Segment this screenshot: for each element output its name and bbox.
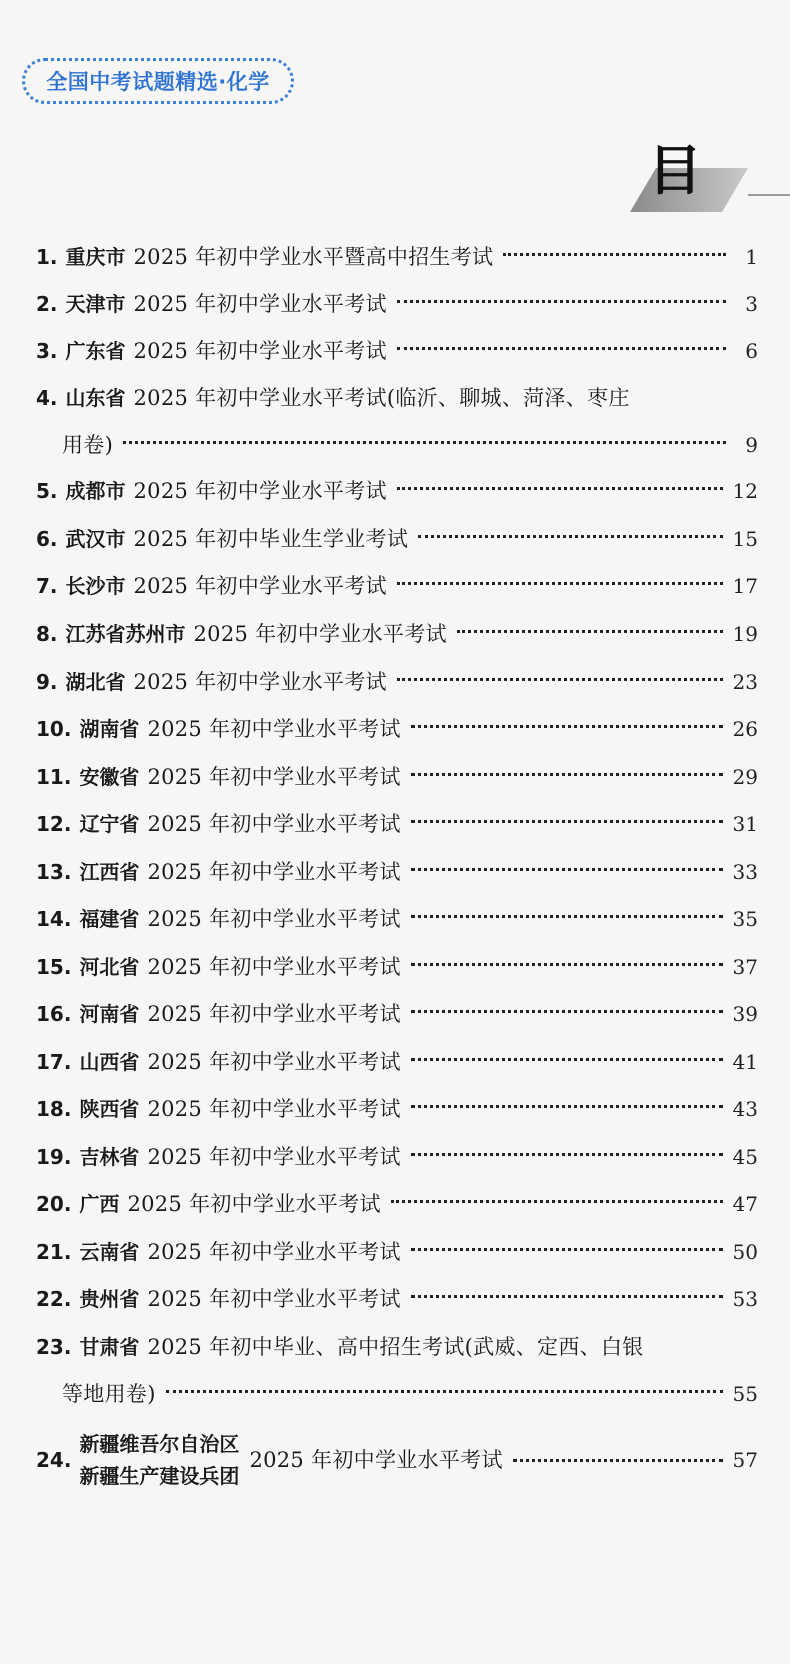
entry-title-continued: 等地用卷) xyxy=(62,1382,156,1406)
heading-rule xyxy=(748,194,790,196)
toc-entry-4[interactable] xyxy=(36,381,758,462)
entry-number: 17. xyxy=(36,1050,72,1074)
entry-place: 成都市 xyxy=(65,479,126,503)
entry-title: 2025 年初中学业水平考试 xyxy=(193,622,447,646)
leader-dots xyxy=(457,630,723,633)
entry-title: 2025 年初中学业水平考试 xyxy=(147,812,401,836)
toc-entry-19[interactable] xyxy=(36,1140,758,1174)
toc-entry-2[interactable] xyxy=(36,287,758,321)
entry-number: 15. xyxy=(36,955,72,979)
toc-heading-char: 目 xyxy=(648,139,702,202)
leader-dots xyxy=(397,678,723,681)
entry-number: 6. xyxy=(36,527,58,551)
entry-number: 5. xyxy=(36,479,58,503)
entry-page: 6 xyxy=(745,339,758,363)
series-badge: 全国中考试题精选·化学 xyxy=(22,58,294,104)
entry-place: 天津市 xyxy=(65,292,126,316)
entry-number: 18. xyxy=(36,1097,72,1121)
entry-number: 2. xyxy=(36,292,58,316)
entry-page: 37 xyxy=(732,955,758,979)
entry-page: 3 xyxy=(745,292,758,316)
entry-number: 24. xyxy=(36,1448,72,1472)
entry-title: 2025 年初中学业水平考试 xyxy=(133,292,387,316)
entry-title: 2025 年初中学业水平考试 xyxy=(133,339,387,363)
entry-number: 23. xyxy=(36,1335,72,1359)
entry-title: 2025 年初中学业水平考试 xyxy=(147,1287,401,1311)
toc-entry-10[interactable] xyxy=(36,712,758,746)
entry-place: 福建省 xyxy=(79,907,140,931)
leader-dots xyxy=(411,915,723,918)
entry-page: 29 xyxy=(732,765,758,789)
toc-heading xyxy=(630,128,790,228)
entry-place: 河南省 xyxy=(79,1002,140,1026)
entry-title: 2025 年初中学业水平考试 xyxy=(147,717,401,741)
leader-dots xyxy=(411,725,723,728)
toc-entry-22[interactable] xyxy=(36,1282,758,1316)
entry-number: 11. xyxy=(36,765,72,789)
leader-dots xyxy=(411,1010,723,1013)
entry-place: 湖南省 xyxy=(79,717,140,741)
entry-page: 26 xyxy=(732,717,758,741)
leader-dots xyxy=(411,820,723,823)
entry-title: 2025 年初中学业水平考试 xyxy=(147,1145,401,1169)
entry-number: 8. xyxy=(36,622,58,646)
entry-title: 2025 年初中学业水平考试 xyxy=(133,479,387,503)
entry-page: 9 xyxy=(745,433,758,457)
entry-page: 41 xyxy=(732,1050,758,1074)
entry-title: 2025 年初中学业水平考试 xyxy=(147,1050,401,1074)
entry-page: 45 xyxy=(732,1145,758,1169)
leader-dots xyxy=(391,1200,723,1203)
entry-page: 15 xyxy=(732,527,758,551)
entry-title: 2025 年初中学业水平考试 xyxy=(133,574,387,598)
entry-place: 江苏省苏州市 xyxy=(65,622,186,646)
entry-title: 2025 年初中学业水平考试 xyxy=(133,670,387,694)
entry-place xyxy=(79,1428,239,1492)
entry-page: 17 xyxy=(732,574,758,598)
leader-dots xyxy=(418,535,722,538)
entry-title: 2025 年初中学业水平考试 xyxy=(147,1240,401,1264)
entry-number: 22. xyxy=(36,1287,72,1311)
entry-place-line-1: 新疆维吾尔自治区 xyxy=(79,1432,240,1456)
toc-entry-6[interactable] xyxy=(36,522,758,556)
entry-number: 9. xyxy=(36,670,58,694)
entry-place: 山东省 xyxy=(65,386,126,410)
entry-number: 14. xyxy=(36,907,72,931)
entry-place: 河北省 xyxy=(79,955,140,979)
entry-number: 21. xyxy=(36,1240,72,1264)
entry-place: 云南省 xyxy=(79,1240,140,1264)
entry-page: 57 xyxy=(732,1448,758,1472)
entry-title: 2025 年初中学业水平考试 xyxy=(147,765,401,789)
toc-entry-9[interactable] xyxy=(36,665,758,699)
toc-entry-18[interactable] xyxy=(36,1092,758,1126)
toc-entry-24[interactable] xyxy=(36,1428,758,1492)
entry-page: 53 xyxy=(732,1287,758,1311)
leader-dots xyxy=(411,1153,723,1156)
entry-number: 3. xyxy=(36,339,58,363)
entry-number: 19. xyxy=(36,1145,72,1169)
entry-page: 47 xyxy=(732,1192,758,1216)
toc-entry-17[interactable] xyxy=(36,1045,758,1079)
entry-number: 1. xyxy=(36,245,58,269)
toc-entry-11[interactable] xyxy=(36,760,758,794)
entry-place: 重庆市 xyxy=(65,245,126,269)
entry-number: 12. xyxy=(36,812,72,836)
entry-place: 贵州省 xyxy=(79,1287,140,1311)
entry-title: 2025 年初中学业水平考试(临沂、聊城、菏泽、枣庄 xyxy=(133,386,630,410)
toc-entry-21[interactable] xyxy=(36,1235,758,1269)
entry-place: 陕西省 xyxy=(79,1097,140,1121)
entry-place: 山西省 xyxy=(79,1050,140,1074)
entry-page: 50 xyxy=(732,1240,758,1264)
leader-dots xyxy=(397,582,723,585)
leader-dots xyxy=(411,1105,723,1108)
entry-title: 2025 年初中学业水平考试 xyxy=(127,1192,381,1216)
entry-page: 43 xyxy=(732,1097,758,1121)
entry-title: 2025 年初中学业水平考试 xyxy=(147,1097,401,1121)
entry-page: 12 xyxy=(732,479,758,503)
entry-page: 39 xyxy=(732,1002,758,1026)
entry-place: 安徽省 xyxy=(79,765,140,789)
entry-number: 16. xyxy=(36,1002,72,1026)
leader-dots xyxy=(397,300,726,303)
entry-title: 2025 年初中学业水平考试 xyxy=(147,907,401,931)
entry-page: 31 xyxy=(732,812,758,836)
entry-number: 4. xyxy=(36,386,58,410)
entry-title: 2025 年初中学业水平暨高中招生考试 xyxy=(133,245,494,269)
entry-place: 湖北省 xyxy=(65,670,126,694)
entry-title: 2025 年初中毕业生学业考试 xyxy=(133,527,409,551)
entry-page: 55 xyxy=(732,1382,758,1406)
entry-title: 2025 年初中学业水平考试 xyxy=(147,1002,401,1026)
leader-dots xyxy=(411,963,723,966)
entry-number: 10. xyxy=(36,717,72,741)
leader-dots xyxy=(166,1390,723,1393)
entry-place: 辽宁省 xyxy=(79,812,140,836)
entry-number: 13. xyxy=(36,860,72,884)
toc-entry-1[interactable] xyxy=(36,240,758,274)
leader-dots xyxy=(411,868,723,871)
leader-dots xyxy=(411,773,723,776)
toc-entry-16[interactable] xyxy=(36,997,758,1031)
toc-entry-13[interactable] xyxy=(36,855,758,889)
entry-title: 2025 年初中毕业、高中招生考试(武威、定西、白银 xyxy=(147,1335,644,1359)
leader-dots xyxy=(123,441,726,444)
entry-place: 广西 xyxy=(79,1192,120,1216)
toc-entry-5[interactable] xyxy=(36,474,758,508)
entry-place: 甘肃省 xyxy=(79,1335,140,1359)
toc-entry-8[interactable] xyxy=(36,617,758,651)
leader-dots xyxy=(397,487,723,490)
toc-entry-7[interactable] xyxy=(36,569,758,603)
toc-entry-3[interactable] xyxy=(36,334,758,368)
entry-place-line-2: 新疆生产建设兵团 xyxy=(79,1464,240,1488)
entry-number: 7. xyxy=(36,574,58,598)
entry-title-continued: 用卷) xyxy=(62,433,114,457)
entry-title: 2025 年初中学业水平考试 xyxy=(249,1448,503,1472)
entry-number: 20. xyxy=(36,1192,72,1216)
toc-entry-15[interactable] xyxy=(36,950,758,984)
entry-page: 33 xyxy=(732,860,758,884)
entry-page: 1 xyxy=(745,245,758,269)
leader-dots xyxy=(411,1248,723,1251)
toc-entry-20[interactable] xyxy=(36,1187,758,1221)
entry-place: 长沙市 xyxy=(65,574,126,598)
entry-page: 35 xyxy=(732,907,758,931)
leader-dots xyxy=(411,1058,723,1061)
entry-page: 19 xyxy=(732,622,758,646)
entry-place: 吉林省 xyxy=(79,1145,140,1169)
entry-title: 2025 年初中学业水平考试 xyxy=(147,860,401,884)
entry-place: 广东省 xyxy=(65,339,126,363)
entry-title: 2025 年初中学业水平考试 xyxy=(147,955,401,979)
toc-entry-23[interactable] xyxy=(36,1330,758,1411)
toc-entry-12[interactable] xyxy=(36,807,758,841)
leader-dots xyxy=(513,1459,723,1462)
toc-entry-14[interactable] xyxy=(36,902,758,936)
leader-dots xyxy=(411,1295,723,1298)
leader-dots xyxy=(397,347,726,350)
entry-place: 武汉市 xyxy=(65,527,126,551)
entry-page: 23 xyxy=(732,670,758,694)
leader-dots xyxy=(503,253,726,256)
entry-place: 江西省 xyxy=(79,860,140,884)
